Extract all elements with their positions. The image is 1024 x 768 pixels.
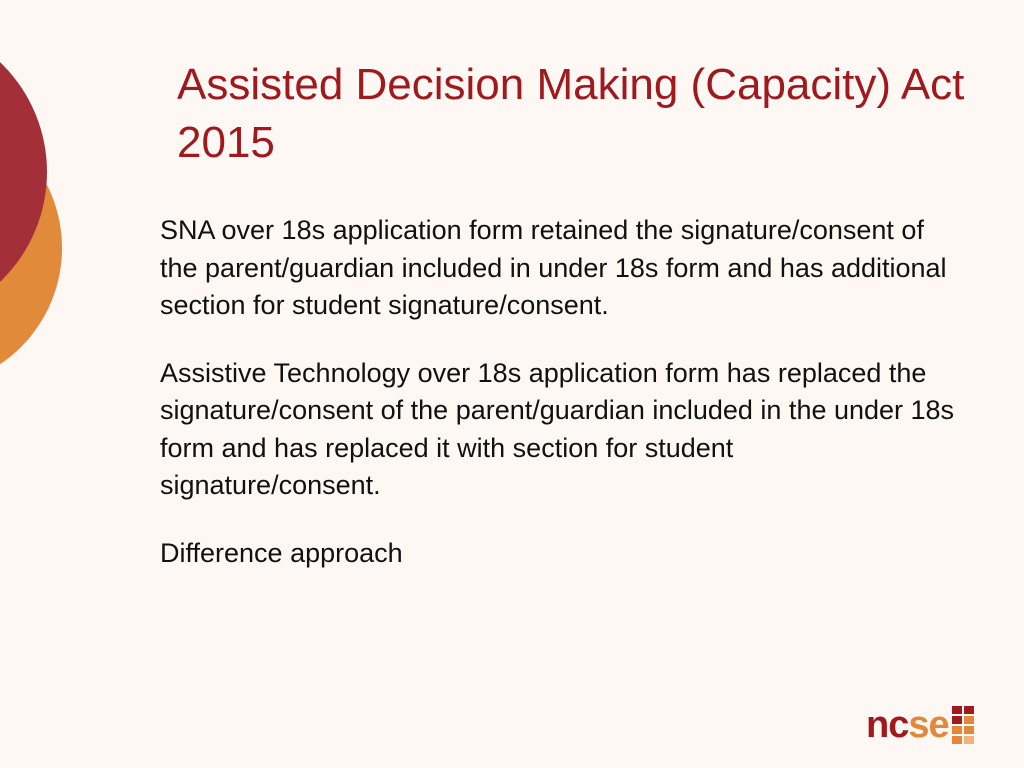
logo-text	[866, 704, 949, 746]
slide-title: Assisted Decision Making (Capacity) Act 2015	[177, 60, 965, 167]
paragraph-difference-approach: Difference approach	[160, 537, 403, 568]
ncse-logo	[866, 704, 976, 746]
logo-text-nc: nc	[866, 704, 909, 746]
slide-body	[160, 212, 960, 602]
logo-mark-icon	[952, 706, 974, 744]
decorative-circles	[0, 0, 80, 420]
logo-text-se: se	[908, 704, 949, 746]
paragraph-sna: SNA over 18s application form retained the signature/consent of the parent/guardian included in under 18s form and has additional section for student signature/consent.	[160, 215, 947, 320]
paragraph-assistive-technology: Assistive Technology over 18s application form has replaced the signature/consent of the parent/guardian included in the under 18s form and has replaced it with section for student signature/consent.	[160, 357, 955, 500]
